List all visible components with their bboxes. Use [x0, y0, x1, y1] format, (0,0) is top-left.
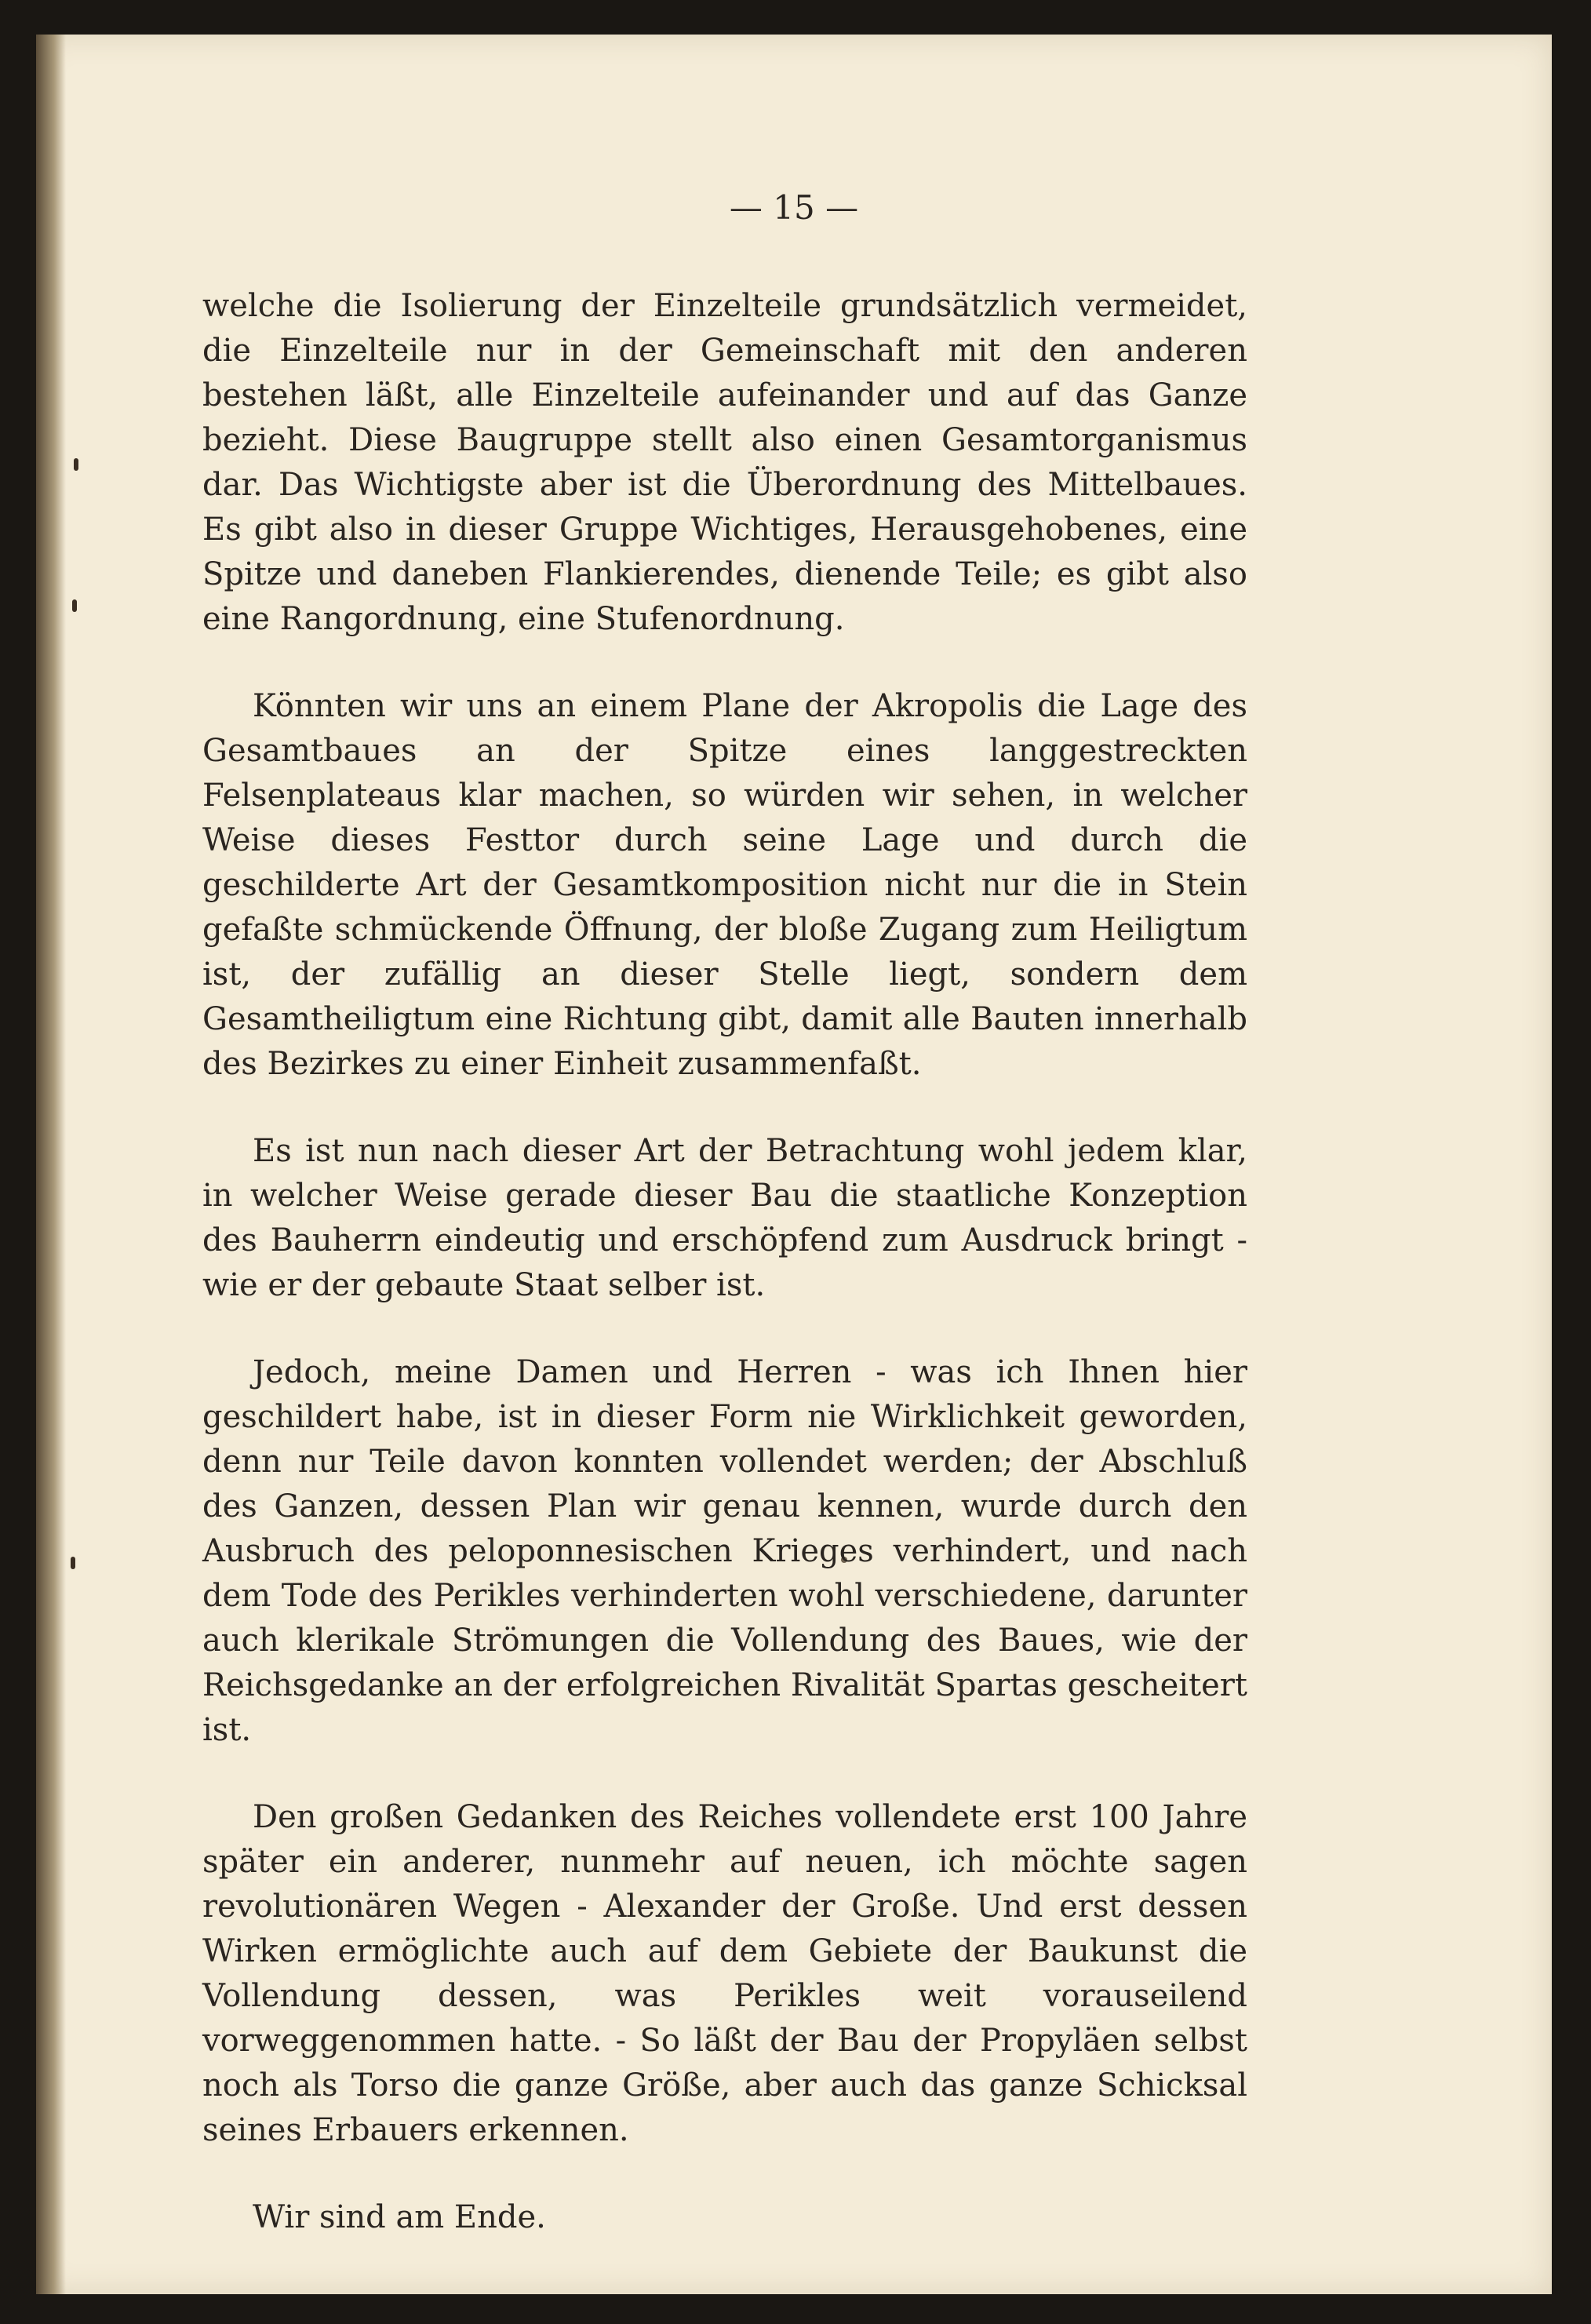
paragraph: welche die Isolierung der Einzelteile grundsätzlich vermeidet, die Einzelteile nur in der Gemeinschaft mit den anderen bestehen läßt, alle Einzelteile aufeinander und auf das Ganze bezieht. Diese Baugruppe stellt also einen Gesamtorganismus dar. Das Wichtigste aber ist die Überordnung des Mittelbaues. Es gibt also in dieser Gruppe Wichtiges, Herausgehobenes, eine Spitze und daneben Flankierendes, dienende Teile; es gibt also eine Rangordnung, eine Stufenordnung.: [202, 288, 1247, 637]
paragraph: Den großen Gedanken des Reiches vollendete erst 100 Jahre später ein anderer, nunmehr auf neuen, ich möchte sagen revolutionären Wegen - Alexander der Große. Und erst dessen Wirken ermöglichte auch auf dem Gebiete der Baukunst die Vollendung dessen, was Perikles weit vorauseilend vorweggenommen hatte. - So läßt der Bau der Propyläen selbst noch als Torso die ganze Größe, aber auch das ganze Schicksal seines Erbauers erkennen.: [202, 1799, 1247, 2148]
body-text: [202, 284, 1247, 2282]
book-page: [36, 35, 1552, 2294]
paragraph: Jedoch, meine Damen und Herren - was ich Ihnen hier geschildert habe, ist in dieser Form nie Wirklichkeit geworden, denn nur Teile davon konnten vollendet werden; der Abschluß des Ganzen, dessen Plan wir genau kennen, wurde durch den Ausbruch des peloponnesischen Krieges verhindert, und nach dem Tode des Perikles verhinderten wohl verschiedene, darunter auch klerikale Strömungen die Vollendung des Baues, wie der Reichsgedanke an der erfolgreichen Rivalität Spartas gescheitert ist.: [202, 1354, 1247, 1748]
margin-mark: [74, 458, 78, 471]
paragraph: Es ist nun nach dieser Art der Betrachtung wohl jedem klar, in welcher Weise gerade dieser Bau die staatliche Konzeption des Bauherrn eindeutig und erschöpfend zum Ausdruck bringt - wie er der gebaute Staat selber ist.: [202, 1133, 1247, 1303]
margin-mark: [71, 1557, 75, 1569]
paragraph: Könnten wir uns an einem Plane der Akropolis die Lage des Gesamtbaues an der Spitze eines langgestreckten Felsenplateaus klar machen, so würden wir sehen, in welcher Weise dieses Festtor durch seine Lage und durch die geschilderte Art der Gesamtkomposition nicht nur die in Stein gefaßte schmückende Öffnung, der bloße Zugang zum Heiligtum ist, der zufällig an dieser Stelle liegt, sondern dem Gesamtheiligtum eine Richtung gibt, damit alle Bauten innerhalb des Bezirkes zu einer Einheit zusammenfaßt.: [202, 688, 1247, 1082]
margin-mark: [72, 599, 77, 612]
page-gutter-shadow: [36, 35, 66, 2294]
page-number: — 15 —: [729, 188, 859, 227]
closing-line: Wir sind am Ende.: [253, 2199, 546, 2235]
